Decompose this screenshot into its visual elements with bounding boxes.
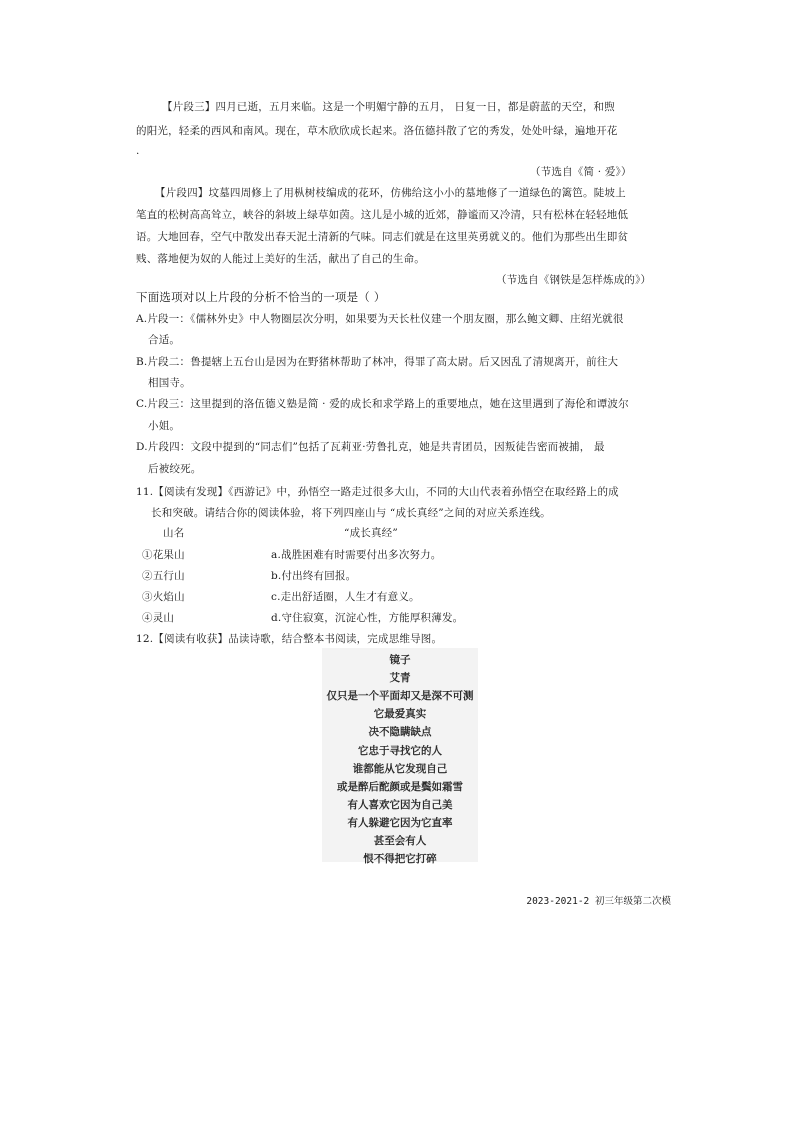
poem-line: 谁都能从它发现自己 <box>352 763 448 775</box>
passage3-line2: 的阳光，轻柔的西风和南风。现在，草木欣欣成长起来。洛伍德抖散了它的秀发，处处叶绿，遍地开花 <box>136 125 618 137</box>
poem-line: 仅只是一个平面却又是深不可测 <box>326 690 474 702</box>
option-d-line2: 后被绞死。 <box>148 463 202 475</box>
poem-title: 镜子 <box>389 654 411 666</box>
poem-line: 或是醉后酡颜或是鬓如霜雪 <box>337 781 463 793</box>
q11-line1: 11.【阅读有发现】《西游记》中，孙悟空一路走过很多大山，不同的大山代表着孙悟空在取经路上的成 <box>136 486 619 498</box>
option-b-line1: B.片段二：鲁提辖上五台山是因为在野猪林帮助了林冲，得罪了高太尉。后又因乱了清规离开，前往大 <box>136 356 619 368</box>
mountain-item: ④灵山 <box>142 612 175 624</box>
mountain-item: ③火焰山 <box>142 591 185 603</box>
q12-stem: 12.【阅读有收获】品读诗歌，结合整本书阅读，完成思维导图。 <box>136 633 443 645</box>
poem-line: 它忠于寻找它的人 <box>358 745 442 757</box>
passage3-line1: 【片段三】四月已逝，五月来临。这是一个明媚宁静的五月， 日复一日，都是蔚蓝的天空，和煦 <box>162 101 615 113</box>
passage3-source: （节选自《简 · 爱》） <box>530 166 632 178</box>
poem-line: 有人喜欢它因为自己美 <box>347 799 453 811</box>
option-a-line2: 合适。 <box>148 334 181 346</box>
poem-line: 有人躲避它因为它直率 <box>347 817 453 829</box>
option-d-line1: D.片段四：文段中提到的“同志们”包括了瓦莉亚·劳鲁扎克，她是共青团员，因叛徒告密而被捕， 最 <box>136 441 605 453</box>
sutra-item: a.战胜困难有时需要付出多次努力。 <box>271 549 442 561</box>
q11-col2-header: “成长真经” <box>344 527 398 539</box>
poem-author: 艾青 <box>389 672 411 684</box>
poem-line: 它最爱真实 <box>373 708 427 720</box>
page-footer: 2023-2021-2 初三年级第二次模 <box>526 896 671 907</box>
option-c-line1: C.片段三：这里提到的洛伍德义塾是简 · 爱的成长和求学路上的重要地点，她在这里遇到了海伦和谭波尔 <box>136 398 629 410</box>
option-c-line2: 小姐。 <box>148 420 181 432</box>
sutra-item: d.守住寂寞，沉淀心性，方能厚积薄发。 <box>271 612 464 624</box>
q11-col1-header: 山名 <box>163 527 185 539</box>
sutra-item: b.付出终有回报。 <box>271 570 357 582</box>
passage4-line3: 语。大地回春，空气中散发出春天泥土清新的气味。同志们就是在这里英勇就义的。他们为那些出生即贫 <box>136 231 629 243</box>
mountain-item: ①花果山 <box>142 549 185 561</box>
passage4-line2: 笔直的松树高高耸立，峡谷的斜坡上绿草如茵。这儿是小城的近郊，静谧而又冷清，只有松林在轻轻地低 <box>136 209 629 221</box>
poem-line: 恨不得把它打碎 <box>363 853 437 865</box>
option-a-line1: A.片段一：《儒林外史》中人物圈层次分明，如果要为天长杜仪建一个朋友圈，那么鲍文卿、庄绍光就很 <box>136 313 624 325</box>
mountain-item: ②五行山 <box>142 570 185 582</box>
passage4-line1: 【片段四】坟墓四周修上了用枞树枝编成的花环，仿佛给这小小的墓地修了一道绿色的篱笆。陡坡上 <box>155 187 626 199</box>
passage4-source: （节选自《钢铁是怎样炼成的》） <box>496 274 652 286</box>
passage4-line4: 贱、落地便为奴的人能过上美好的生活，献出了自己的生命。 <box>136 253 425 265</box>
poem-line: 决不隐瞒缺点 <box>368 726 432 738</box>
q11-line2: 长和突破。请结合你的阅读体验，将下列四座山与 “成长真经”之间的对应关系连线。 <box>151 507 551 519</box>
poem-line: 甚至会有人 <box>373 835 427 847</box>
question-stem: 下面选项对以上片段的分析不恰当的一项是（ ） <box>136 290 386 304</box>
option-b-line2: 相国寺。 <box>148 377 191 389</box>
passage3-line3: . <box>136 145 140 157</box>
sutra-item: c.走出舒适圈，人生才有意义。 <box>271 591 420 603</box>
